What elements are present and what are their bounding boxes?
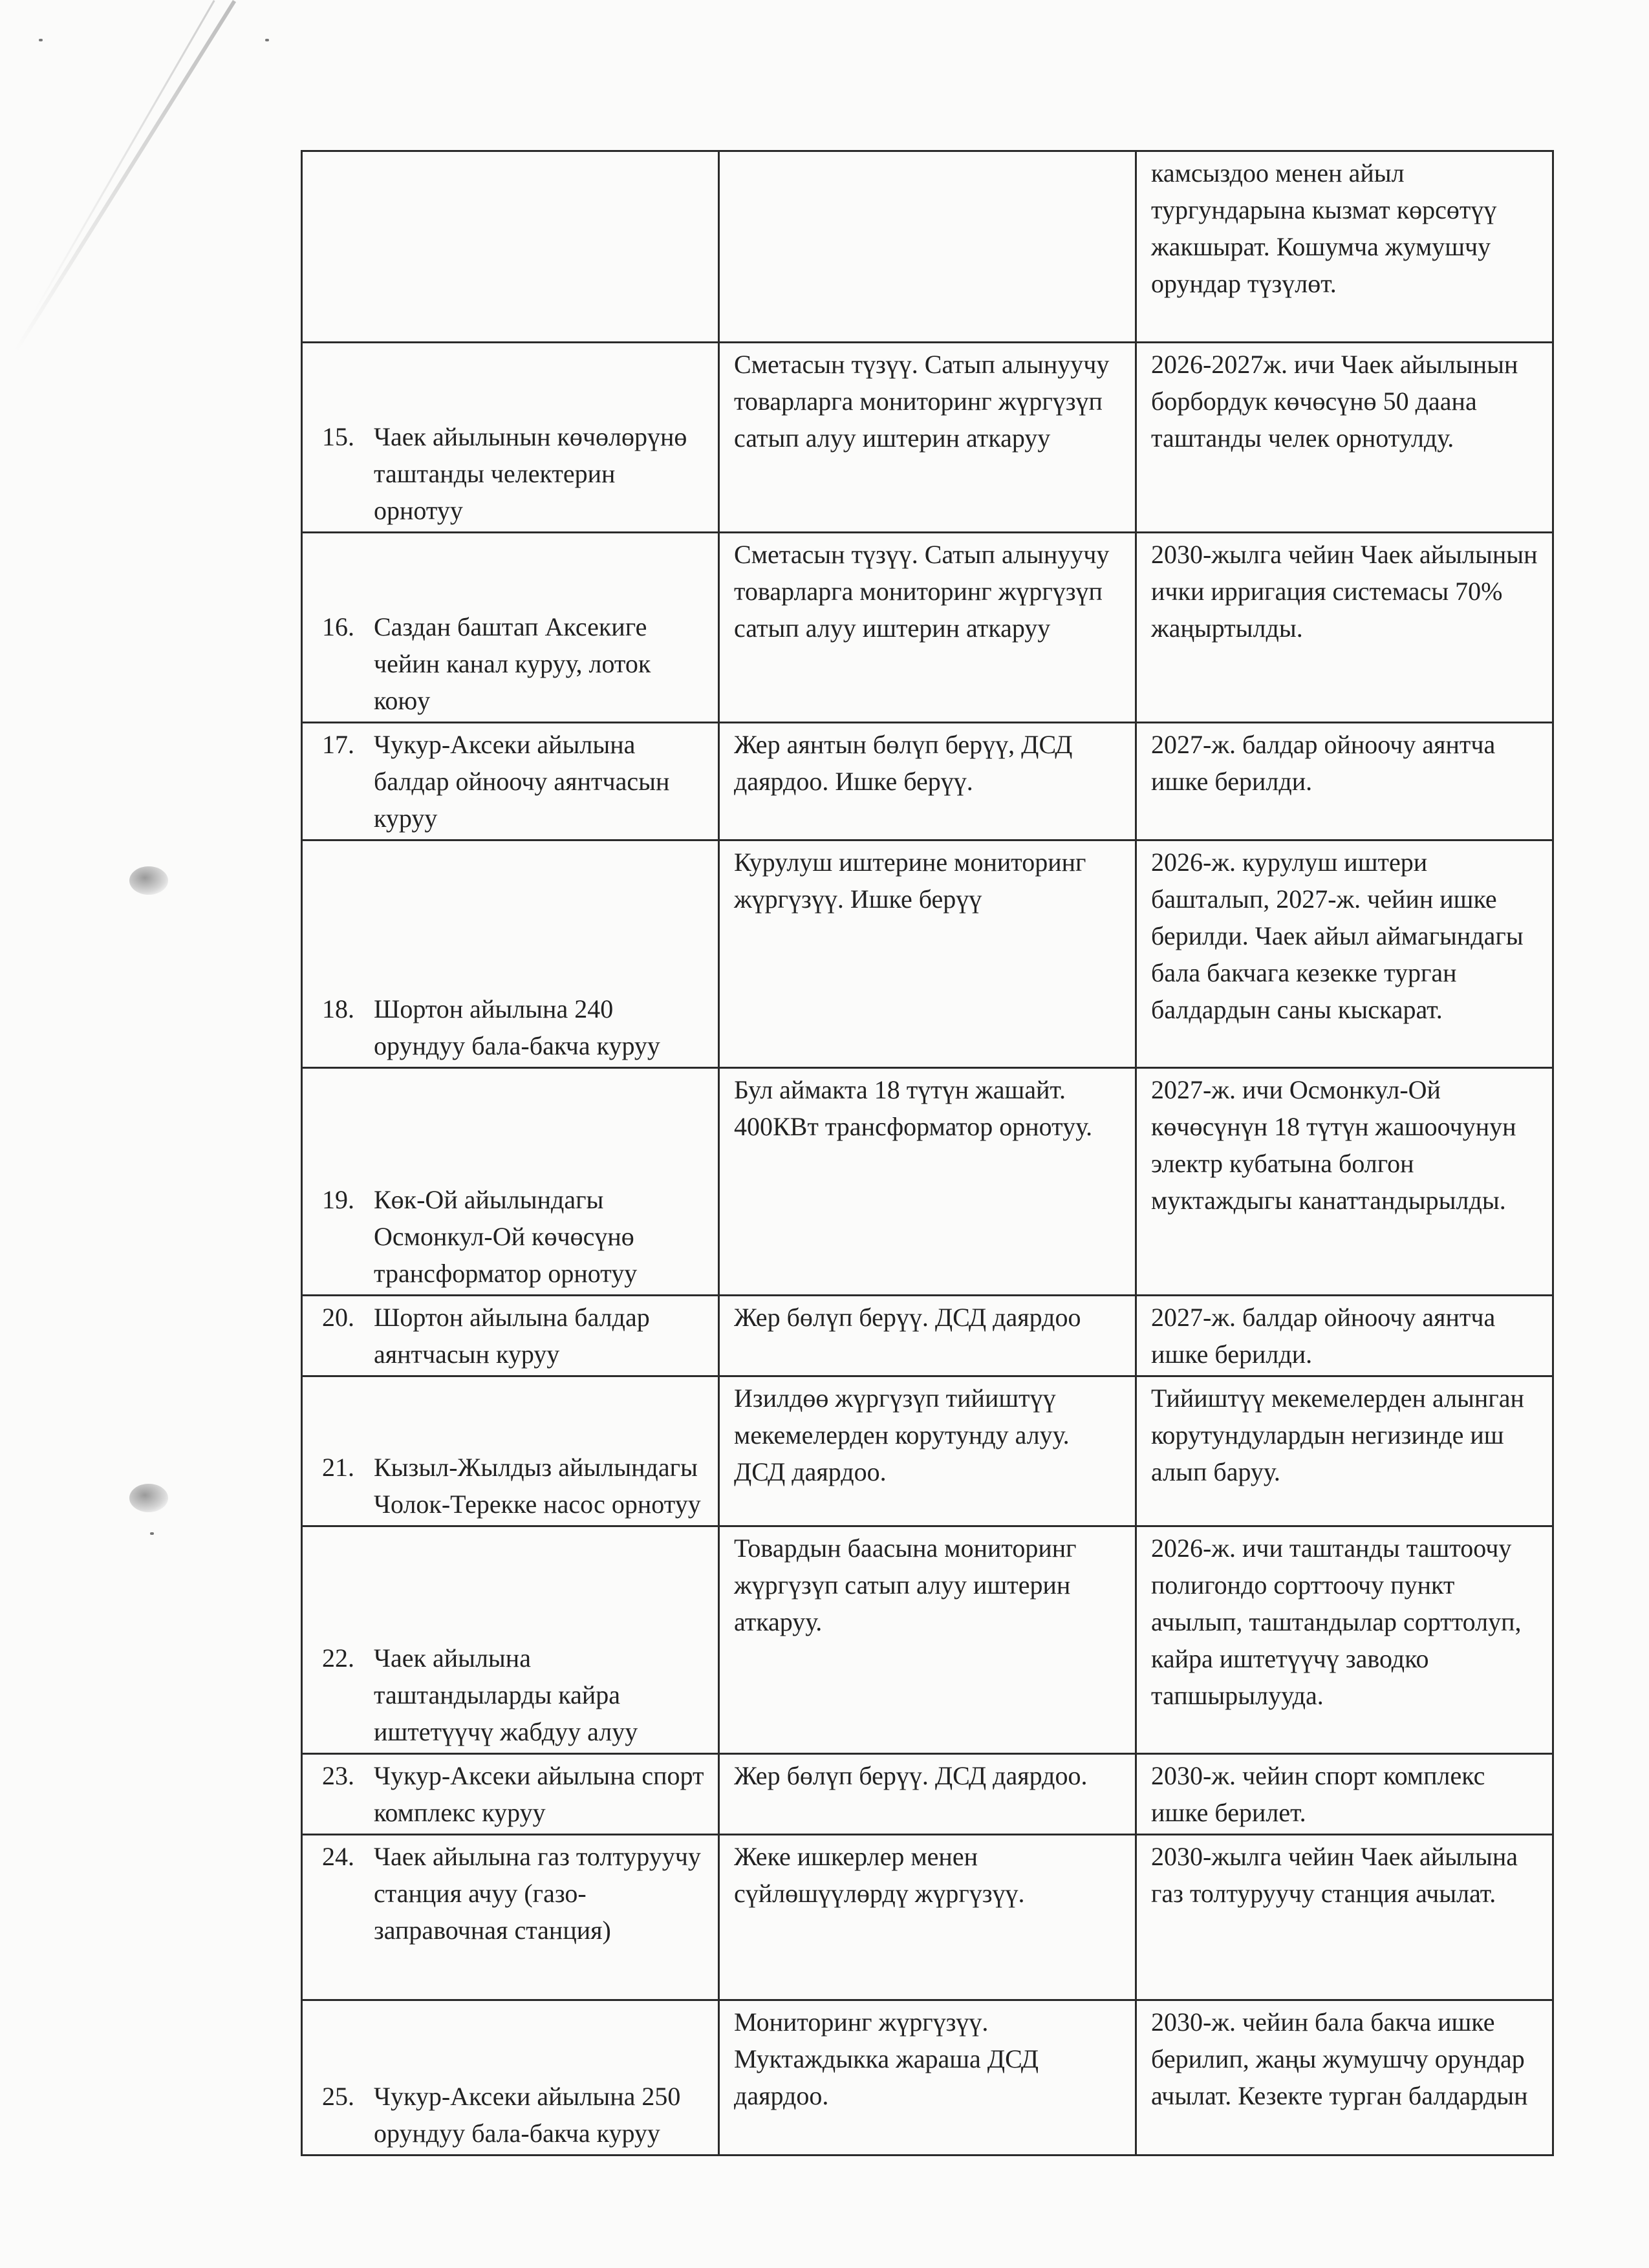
activity-text: Кызыл-Жылдыз айылындагы Чолок-Терекке насос орнотуу [374,1453,701,1519]
result-cell: 2030-жылга чейин Чаек айылына газ толтуруучу станция ачылат. [1136,1835,1553,2000]
punch-hole [129,866,168,895]
result-cell: 2030-жылга чейин Чаек айылынын ички ирригация системасы 70% жаңыртылды. [1136,533,1553,723]
method-cell: Сметасын түзүү. Сатып алынуучу товарларга мониторинг жүргүзүп сатып алуу иштерин аткаруу [719,343,1136,533]
result-cell: 2026-ж. ичи таштанды таштоочу полигондо сорттоочу пункт ачылып, таштандылар сорттолуп, кайра иштетүүчү заводко тапшырылууда. [1136,1526,1553,1754]
table-row [302,840,1553,1068]
scan-speck [150,1532,154,1535]
row-number: 19. [322,1185,354,1214]
row-number: 16. [322,612,354,641]
result-cell: 2027-ж. балдар ойноочу аянтча ишке берилди. [1136,723,1553,840]
activity-cell [302,2000,719,2156]
activity-cell [302,1068,719,1296]
activity-text: Чаек айылына таштандыларды кайра иштетүүчү жабдуу алуу [374,1643,638,1746]
activity-cell [302,723,719,840]
row-number: 24. [322,1842,354,1871]
activity-text: Шортон айылына балдар аянтчасын куруу [374,1303,650,1369]
activity-cell [302,533,719,723]
activity-cell [302,840,719,1068]
row-number: 18. [322,994,354,1023]
table-row [302,1835,1553,2000]
activity-cell [302,1296,719,1376]
table-row [302,723,1553,840]
method-cell [719,151,1136,343]
table-row [302,1296,1553,1376]
activity-text: Чукур-Аксеки айылына 250 орундуу бала-бакча куруу [374,2082,681,2148]
table-row [302,151,1553,343]
method-cell: Жер аянтын бөлүп берүү, ДСД даярдоо. Ишке берүү. [719,723,1136,840]
activity-cell [302,151,719,343]
scan-shadow-line [14,0,236,353]
result-cell: 2027-ж. ичи Осмонкул-Ой көчөсүнүн 18 түтүн жашоочунун электр кубатына болгон муктаждыгы канаттандырылды. [1136,1068,1553,1296]
method-cell: Изилдөө жүргүзүп тийиштүү мекемелерден корутунду алуу. ДСД даярдоо. [719,1376,1136,1526]
activity-text: Чаек айылына газ толтуруучу станция ачуу (газо-заправочная станция) [374,1842,701,1945]
method-cell: Жер бөлүп берүү. ДСД даярдоо [719,1296,1136,1376]
row-number: 25. [322,2082,354,2111]
table-row [302,2000,1553,2156]
scan-speck [265,39,269,41]
row-number: 20. [322,1303,354,1332]
table-row [302,1526,1553,1754]
activity-cell [302,1754,719,1835]
table-row [302,1376,1553,1526]
result-cell: 2026-2027ж. ичи Чаек айылынын борбордук көчөсүнө 50 даана таштанды челек орнотулду. [1136,343,1553,533]
result-cell: Тийиштүү мекемелерден алынган корутундулардын негизинде иш алып баруу. [1136,1376,1553,1526]
method-cell: Курулуш иштерине мониторинг жүргүзүү. Ишке берүү [719,840,1136,1068]
scan-shadow-line [32,0,215,314]
activity-cell [302,1526,719,1754]
activity-text: Чаек айылынын көчөлөрүнө таштанды челектерин орнотуу [374,422,687,525]
row-number: 23. [322,1761,354,1790]
activity-text: Чукур-Аксеки айылына спорт комплекс куруу [374,1761,704,1827]
result-cell: 2030-ж. чейин спорт комплекс ишке берилет. [1136,1754,1553,1835]
result-cell: камсыздоо менен айыл тургундарына кызмат көрсөтүү жакшырат. Кошумча жумушчу орундар түзүлөт. [1136,151,1553,343]
activity-text: Көк-Ой айылындагы Осмонкул-Ой көчөсүнө трансформатор орнотуу [374,1185,638,1288]
result-cell: 2030-ж. чейин бала бакча ишке берилип, жаңы жумушчу орундар ачылат. Кезекте турган балдардын [1136,2000,1553,2156]
table-row [302,1068,1553,1296]
method-cell: Жеке ишкерлер менен сүйлөшүүлөрдү жүргүзүү. [719,1835,1136,2000]
method-cell: Жер бөлүп берүү. ДСД даярдоо. [719,1754,1136,1835]
table-row [302,533,1553,723]
activity-cell [302,1835,719,2000]
row-number: 21. [322,1453,354,1482]
result-cell: 2027-ж. балдар ойноочу аянтча ишке берилди. [1136,1296,1553,1376]
activity-cell [302,1376,719,1526]
table-row [302,1754,1553,1835]
activity-text: Шортон айылына 240 орундуу бала-бакча куруу [374,994,660,1060]
method-cell: Сметасын түзүү. Сатып алынуучу товарларга мониторинг жүргүзүп сатып алуу иштерин аткаруу [719,533,1136,723]
table-row [302,343,1553,533]
plan-table [301,150,1554,2156]
punch-hole [129,1484,168,1512]
row-number: 15. [322,422,354,451]
method-cell: Бул аймакта 18 түтүн жашайт. 400КВт трансформатор орнотуу. [719,1068,1136,1296]
activity-text: Чукур-Аксеки айылына балдар ойноочу аянтчасын куруу [374,730,670,833]
method-cell: Мониторинг жүргүзүү. Муктаждыкка жараша ДСД даярдоо. [719,2000,1136,2156]
result-cell: 2026-ж. курулуш иштери башталып, 2027-ж. чейин ишке берилди. Чаек айыл аймагындагы бала бакчага кезекке турган балдардын саны кыскарат. [1136,840,1553,1068]
method-cell: Товардын баасына мониторинг жүргүзүп сатып алуу иштерин аткаруу. [719,1526,1136,1754]
activity-text: Саздан баштап Аксекиге чейин канал куруу, лоток коюу [374,612,651,715]
scan-speck [39,39,43,41]
row-number: 22. [322,1643,354,1673]
row-number: 17. [322,730,354,759]
activity-cell [302,343,719,533]
